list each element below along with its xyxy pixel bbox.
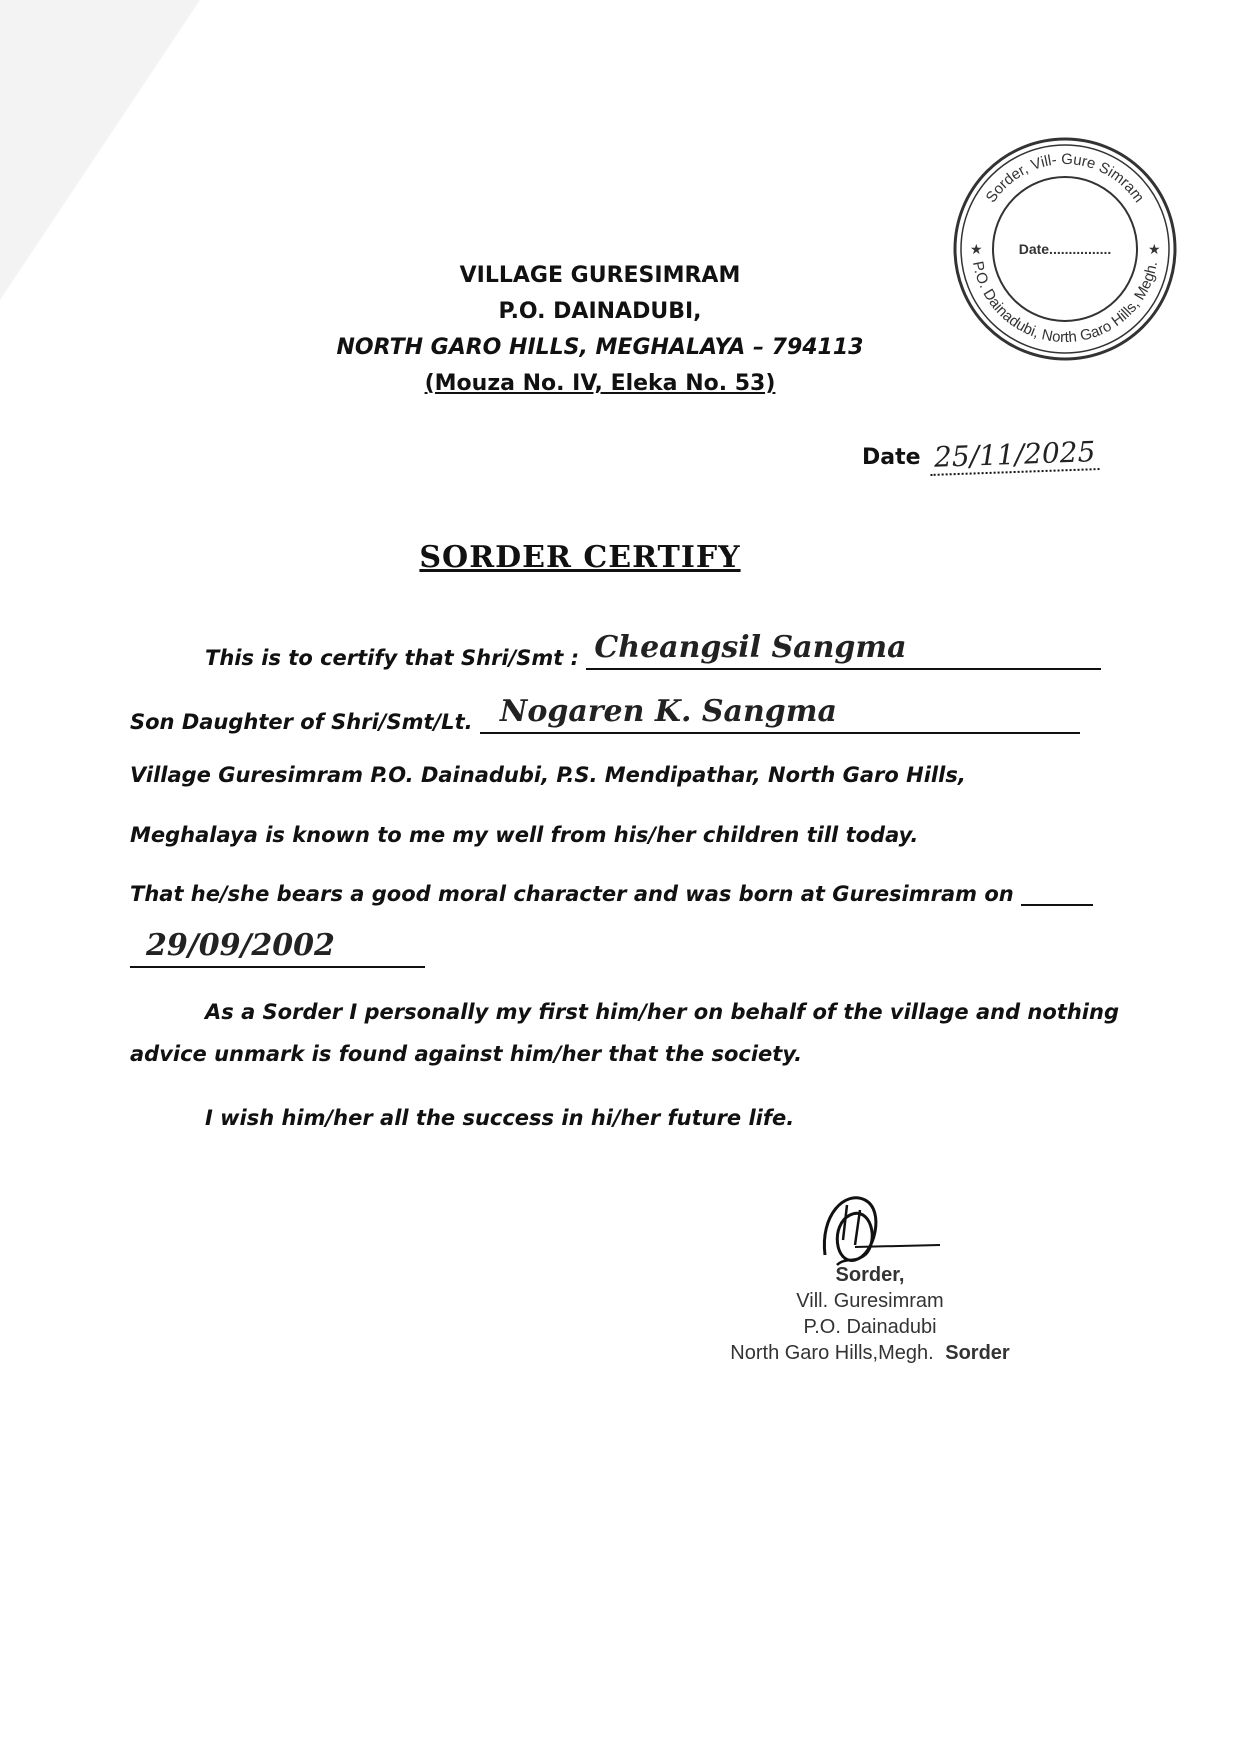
person-name-field bbox=[586, 630, 1101, 670]
society-line: advice unmark is found against him/her that the society. bbox=[130, 1042, 803, 1066]
stamp-star-icon: ★ bbox=[970, 242, 983, 258]
document-title: SORDER CERTIFY bbox=[419, 540, 741, 575]
sig-post-office: P.O. Dainadubi bbox=[803, 1316, 937, 1338]
born-on-field bbox=[1021, 882, 1093, 906]
sig-village: Vill. Guresimram bbox=[796, 1290, 944, 1312]
parent-name-field bbox=[480, 694, 1080, 734]
known-line: Meghalaya is known to me my well from his/her children till today. bbox=[130, 823, 919, 847]
sig-overprint: Sorder bbox=[945, 1342, 1010, 1364]
birth-date-field bbox=[130, 928, 425, 968]
stamp-bottom-text: P.O. Dainadubi, North Garo Hills, Megh. bbox=[968, 259, 1162, 347]
character-line bbox=[130, 882, 1093, 906]
certify-line bbox=[205, 630, 1101, 670]
birth-date-line bbox=[130, 928, 425, 968]
letterhead-district: NORTH GARO HILLS, MEGHALAYA – 794113 bbox=[336, 335, 864, 360]
birth-date: 29/09/2002 bbox=[146, 928, 335, 963]
person-name: Cheangsil Sangma bbox=[594, 630, 907, 665]
letterhead bbox=[280, 258, 920, 402]
character-text: That he/she bears a good moral character and was born at Guresimram on bbox=[130, 882, 1014, 906]
letterhead-village: VILLAGE GURESIMRAM bbox=[459, 263, 741, 288]
date-row bbox=[862, 435, 1099, 474]
sig-title: Sorder, bbox=[835, 1264, 905, 1286]
parent-name: Nogaren K. Sangma bbox=[499, 694, 837, 729]
date-label: Date bbox=[862, 445, 921, 470]
address-line: Village Guresimram P.O. Dainadubi, P.S. Mendipathar, North Garo Hills, bbox=[130, 763, 966, 787]
letterhead-post-office: P.O. DAINADUBI, bbox=[498, 299, 702, 324]
date-value: 25/11/2025 bbox=[929, 435, 1100, 476]
stamp-date-label: Date................ bbox=[1018, 241, 1112, 257]
folded-corner bbox=[0, 0, 200, 300]
stamp-top-text: Sorder, Vill- Gure Simram bbox=[982, 150, 1148, 206]
certify-label: This is to certify that Shri/Smt : bbox=[205, 646, 580, 670]
sorder-signature-block bbox=[720, 1262, 1020, 1366]
behalf-line: As a Sorder I personally my first him/her on behalf of the village and nothing bbox=[205, 1000, 1119, 1024]
parent-label: Son Daughter of Shri/Smt/Lt. bbox=[130, 710, 473, 734]
letterhead-mouza: (Mouza No. IV, Eleka No. 53) bbox=[424, 371, 776, 396]
village-seal-stamp bbox=[950, 134, 1180, 364]
parent-line bbox=[130, 694, 1080, 734]
stamp-star-icon: ★ bbox=[1148, 242, 1161, 258]
wish-line: I wish him/her all the success in hi/her future life. bbox=[205, 1106, 795, 1130]
sig-district: North Garo Hills,Megh. Sorder bbox=[730, 1342, 1010, 1364]
svg-text:Sorder, Vill- Gure Simram bbox=[983, 151, 1148, 206]
